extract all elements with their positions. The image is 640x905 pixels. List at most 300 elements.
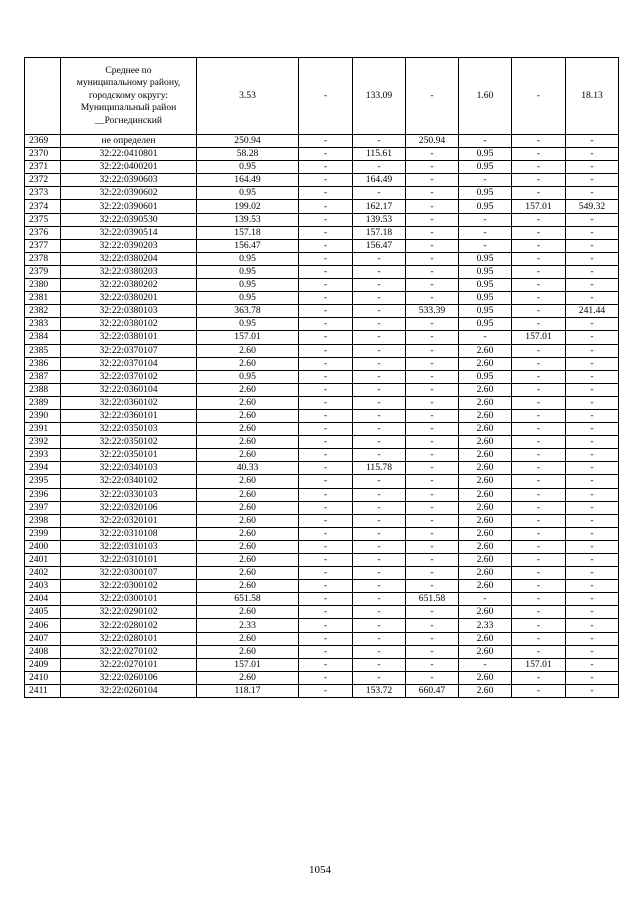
summary-value-cell: 3.53 [197,58,299,135]
value-cell: 2.60 [459,554,512,567]
value-cell: 0.95 [197,187,299,200]
value-cell: 2.60 [197,580,299,593]
value-cell: 2.60 [459,462,512,475]
value-cell: 2.60 [197,645,299,658]
value-cell: - [566,462,619,475]
row-number-cell: 2375 [25,213,61,226]
value-cell: 2.60 [459,501,512,514]
value-cell: - [512,396,566,409]
value-cell: - [512,593,566,606]
value-cell: - [566,213,619,226]
table-row [25,606,619,619]
value-cell: - [566,396,619,409]
value-cell: 250.94 [406,135,459,148]
value-cell: - [512,357,566,370]
value-cell: 0.95 [459,370,512,383]
value-cell: - [566,488,619,501]
value-cell: 2.60 [459,684,512,697]
table-row [25,226,619,239]
value-cell: - [406,239,459,252]
value-cell: - [353,305,406,318]
cadastral-number-cell: 32:22:0370104 [61,357,197,370]
value-cell: - [353,580,406,593]
value-cell: 660.47 [406,684,459,697]
value-cell: 2.60 [197,409,299,422]
value-cell: - [406,370,459,383]
cadastral-number-cell: 32:22:0300107 [61,567,197,580]
value-cell: 157.01 [197,658,299,671]
value-cell: - [406,187,459,200]
value-cell: - [512,423,566,436]
value-cell: - [406,462,459,475]
value-cell: - [406,488,459,501]
value-cell: - [299,318,353,331]
value-cell: - [406,148,459,161]
cadastral-number-cell: 32:22:0370102 [61,370,197,383]
value-cell: - [566,187,619,200]
value-cell: 118.17 [197,684,299,697]
value-cell: - [406,357,459,370]
value-cell: - [406,606,459,619]
value-cell: - [406,423,459,436]
value-cell: - [299,632,353,645]
value-cell: - [512,161,566,174]
value-cell: - [353,383,406,396]
value-cell: - [299,567,353,580]
row-number-cell: 2394 [25,462,61,475]
value-cell: - [353,632,406,645]
value-cell: - [566,409,619,422]
value-cell: - [566,357,619,370]
value-cell: - [512,292,566,305]
value-cell: - [566,174,619,187]
value-cell: 156.47 [353,239,406,252]
cadastral-number-cell: 32:22:0310108 [61,527,197,540]
value-cell: 2.60 [459,344,512,357]
cadastral-number-cell: 32:22:0320106 [61,501,197,514]
value-cell: 0.95 [459,252,512,265]
value-cell: - [512,619,566,632]
table-row [25,331,619,344]
table-row [25,148,619,161]
value-cell: - [299,161,353,174]
value-cell: 0.95 [197,161,299,174]
value-cell: 549.32 [566,200,619,213]
value-cell: - [299,671,353,684]
value-cell: - [299,135,353,148]
value-cell: 115.78 [353,462,406,475]
value-cell: - [566,684,619,697]
value-cell: - [566,449,619,462]
value-cell: 0.95 [459,187,512,200]
table-row [25,436,619,449]
value-cell: - [299,279,353,292]
row-number-cell: 2390 [25,409,61,422]
value-cell: - [566,344,619,357]
table-row [25,409,619,422]
row-number-cell: 2391 [25,423,61,436]
value-cell: - [512,174,566,187]
value-cell: - [353,436,406,449]
cadastral-number-cell: 32:22:0290102 [61,606,197,619]
row-number-cell: 2377 [25,239,61,252]
value-cell: 157.01 [197,331,299,344]
value-cell: - [353,671,406,684]
row-number-cell: 2402 [25,567,61,580]
value-cell: - [299,475,353,488]
value-cell: - [406,226,459,239]
value-cell: - [566,135,619,148]
value-cell: - [353,488,406,501]
value-cell: - [512,370,566,383]
table-row [25,449,619,462]
value-cell: 2.60 [197,501,299,514]
table-row [25,423,619,436]
value-cell: - [299,619,353,632]
value-cell: - [353,658,406,671]
value-cell: 157.18 [353,226,406,239]
value-cell: - [512,527,566,540]
table-row [25,174,619,187]
value-cell: - [406,554,459,567]
cadastral-number-cell: 32:22:0380103 [61,305,197,318]
cadastral-number-cell: 32:22:0330103 [61,488,197,501]
cadastral-number-cell: 32:22:0380201 [61,292,197,305]
value-cell: - [512,645,566,658]
value-cell: 40.33 [197,462,299,475]
value-cell: 2.33 [197,619,299,632]
value-cell: - [353,279,406,292]
value-cell: - [566,606,619,619]
row-number-cell: 2393 [25,449,61,462]
value-cell: - [406,475,459,488]
value-cell: - [406,161,459,174]
table-row [25,593,619,606]
value-cell: - [299,148,353,161]
value-cell: 0.95 [459,161,512,174]
value-cell: 153.72 [353,684,406,697]
value-cell: - [512,409,566,422]
value-cell: - [566,226,619,239]
value-cell: - [512,449,566,462]
value-cell: - [406,279,459,292]
value-cell: 156.47 [197,239,299,252]
value-cell: - [299,658,353,671]
cadastral-number-cell: не определен [61,135,197,148]
value-cell: 533.39 [406,305,459,318]
value-cell: 2.60 [459,632,512,645]
row-number-cell: 2409 [25,658,61,671]
value-cell: - [299,554,353,567]
row-number-cell: 2400 [25,540,61,553]
value-cell: 651.58 [406,593,459,606]
row-number-cell: 2370 [25,148,61,161]
value-cell: - [566,265,619,278]
cadastral-number-cell: 32:22:0280102 [61,619,197,632]
table-row [25,318,619,331]
value-cell: 2.60 [197,527,299,540]
value-cell: 2.60 [459,383,512,396]
cadastral-number-cell: 32:22:0390530 [61,213,197,226]
value-cell: 2.60 [459,645,512,658]
table-row [25,265,619,278]
row-number-cell: 2386 [25,357,61,370]
page-number: 1054 [309,864,331,876]
value-cell: - [299,187,353,200]
value-cell: 0.95 [459,292,512,305]
value-cell: 0.95 [197,279,299,292]
table-row [25,488,619,501]
row-number-cell: 2376 [25,226,61,239]
value-cell: - [299,423,353,436]
value-cell: - [353,357,406,370]
row-number-cell: 2403 [25,580,61,593]
table-row [25,161,619,174]
summary-value-cell: 1.60 [459,58,512,135]
value-cell: 0.95 [459,265,512,278]
cadastral-number-cell: 32:22:0310101 [61,554,197,567]
value-cell: 2.60 [459,488,512,501]
value-cell: - [512,514,566,527]
value-cell: - [353,593,406,606]
row-number-cell: 2397 [25,501,61,514]
value-cell: - [566,632,619,645]
value-cell: 2.60 [459,540,512,553]
cadastral-number-cell: 32:22:0380203 [61,265,197,278]
value-cell: - [512,239,566,252]
value-cell: - [512,265,566,278]
value-cell: - [406,252,459,265]
value-cell: 2.60 [197,488,299,501]
value-cell: - [299,501,353,514]
value-cell: 2.60 [197,554,299,567]
value-cell: 0.95 [197,318,299,331]
value-cell: 2.60 [197,383,299,396]
table-row [25,684,619,697]
row-number-cell: 2404 [25,593,61,606]
value-cell: - [512,148,566,161]
value-cell: - [299,292,353,305]
value-cell: - [299,436,353,449]
value-cell: - [512,187,566,200]
value-cell: 115.61 [353,148,406,161]
value-cell: - [566,331,619,344]
value-cell: - [566,423,619,436]
value-cell: - [353,292,406,305]
value-cell: - [353,554,406,567]
table-row [25,632,619,645]
table-row [25,292,619,305]
table-row [25,200,619,213]
cadastral-number-cell: 32:22:0360104 [61,383,197,396]
value-cell: - [406,409,459,422]
row-number-cell: 2407 [25,632,61,645]
cadastral-number-cell: 32:22:0380202 [61,279,197,292]
cadastral-number-cell: 32:22:0350103 [61,423,197,436]
cadastral-number-cell: 32:22:0390601 [61,200,197,213]
value-cell: - [566,593,619,606]
value-cell: - [406,396,459,409]
value-cell: - [406,200,459,213]
value-cell: 2.60 [197,540,299,553]
value-cell: - [353,265,406,278]
row-number-cell: 2383 [25,318,61,331]
value-cell: 2.60 [459,449,512,462]
table-row [25,370,619,383]
value-cell: - [299,488,353,501]
cadastral-number-cell: 32:22:0370107 [61,344,197,357]
cadastral-number-cell: 32:22:0380102 [61,318,197,331]
value-cell: 2.60 [459,475,512,488]
value-cell: - [353,344,406,357]
value-cell: - [353,449,406,462]
value-cell: - [299,514,353,527]
value-cell: - [406,540,459,553]
value-cell: - [299,606,353,619]
summary-label-line: Муниципальный район [80,102,177,114]
row-number-cell: 2381 [25,292,61,305]
summary-label-line: __Рогнединский [94,114,163,126]
row-number-cell: 2398 [25,514,61,527]
value-cell: - [299,540,353,553]
cadastral-number-cell: 32:22:0260106 [61,671,197,684]
value-cell: 2.60 [197,632,299,645]
cadastral-number-cell: 32:22:0280101 [61,632,197,645]
value-cell: - [512,475,566,488]
value-cell: - [566,370,619,383]
value-cell: 162.17 [353,200,406,213]
value-cell: - [353,135,406,148]
value-cell: 2.60 [459,671,512,684]
value-cell: 2.60 [459,409,512,422]
value-cell: - [406,344,459,357]
row-number-cell: 2380 [25,279,61,292]
value-cell: 157.01 [512,658,566,671]
table-row [25,305,619,318]
table-row [25,475,619,488]
value-cell: - [299,462,353,475]
row-number-cell: 2401 [25,554,61,567]
table-row [25,462,619,475]
row-number-cell: 2411 [25,684,61,697]
value-cell: - [512,501,566,514]
value-cell: - [512,462,566,475]
value-cell: - [406,331,459,344]
value-cell: 164.49 [353,174,406,187]
value-cell: 2.60 [459,423,512,436]
cadastral-number-cell: 32:22:0410801 [61,148,197,161]
value-cell: - [512,226,566,239]
table-row [25,252,619,265]
value-cell: 2.60 [459,396,512,409]
value-cell: 164.49 [197,174,299,187]
value-cell: - [459,226,512,239]
value-cell: 0.95 [197,265,299,278]
value-cell: 2.60 [197,567,299,580]
summary-num-cell [25,58,61,135]
table-row [25,540,619,553]
value-cell: 0.95 [459,200,512,213]
row-number-cell: 2384 [25,331,61,344]
table-row [25,645,619,658]
row-number-cell: 2371 [25,161,61,174]
table-row [25,213,619,226]
row-number-cell: 2388 [25,383,61,396]
value-cell: - [512,606,566,619]
value-cell: 241.44 [566,305,619,318]
value-cell: - [299,383,353,396]
table-row [25,527,619,540]
value-cell: - [566,645,619,658]
summary-label-cell [61,58,197,135]
value-cell: - [406,658,459,671]
value-cell: - [406,436,459,449]
value-cell: 2.60 [459,436,512,449]
value-cell: - [512,436,566,449]
value-cell: - [406,265,459,278]
value-cell: - [459,658,512,671]
table-row [25,344,619,357]
value-cell: - [406,619,459,632]
value-cell: - [566,540,619,553]
row-number-cell: 2396 [25,488,61,501]
cadastral-number-cell: 32:22:0390514 [61,226,197,239]
cadastral-number-cell: 32:22:0340103 [61,462,197,475]
value-cell: 2.60 [459,527,512,540]
table-row [25,554,619,567]
cadastral-number-cell: 32:22:0260104 [61,684,197,697]
summary-row [25,58,619,135]
value-cell: 2.60 [459,357,512,370]
value-cell: - [299,580,353,593]
value-cell: - [353,527,406,540]
value-cell: 157.01 [512,331,566,344]
value-cell: - [566,383,619,396]
cadastral-number-cell: 32:22:0270102 [61,645,197,658]
value-cell: - [299,331,353,344]
value-cell: 2.60 [459,580,512,593]
value-cell: - [406,671,459,684]
value-cell: - [566,279,619,292]
value-cell: - [353,409,406,422]
value-cell: - [406,383,459,396]
value-cell: 2.60 [459,606,512,619]
value-cell: - [459,213,512,226]
row-number-cell: 2395 [25,475,61,488]
value-cell: 2.60 [197,357,299,370]
table-row [25,501,619,514]
value-cell: - [353,501,406,514]
value-cell: - [299,200,353,213]
value-cell: - [512,318,566,331]
value-cell: - [512,383,566,396]
row-number-cell: 2389 [25,396,61,409]
value-cell: - [512,135,566,148]
value-cell: - [353,645,406,658]
row-number-cell: 2387 [25,370,61,383]
value-cell: 363.78 [197,305,299,318]
value-cell: - [299,174,353,187]
value-cell: - [512,632,566,645]
cadastral-number-cell: 32:22:0380204 [61,252,197,265]
value-cell: - [353,475,406,488]
cadastral-number-cell: 32:22:0350102 [61,436,197,449]
value-cell: - [299,213,353,226]
value-cell: 58.28 [197,148,299,161]
value-cell: - [566,501,619,514]
row-number-cell: 2410 [25,671,61,684]
value-cell: - [512,279,566,292]
